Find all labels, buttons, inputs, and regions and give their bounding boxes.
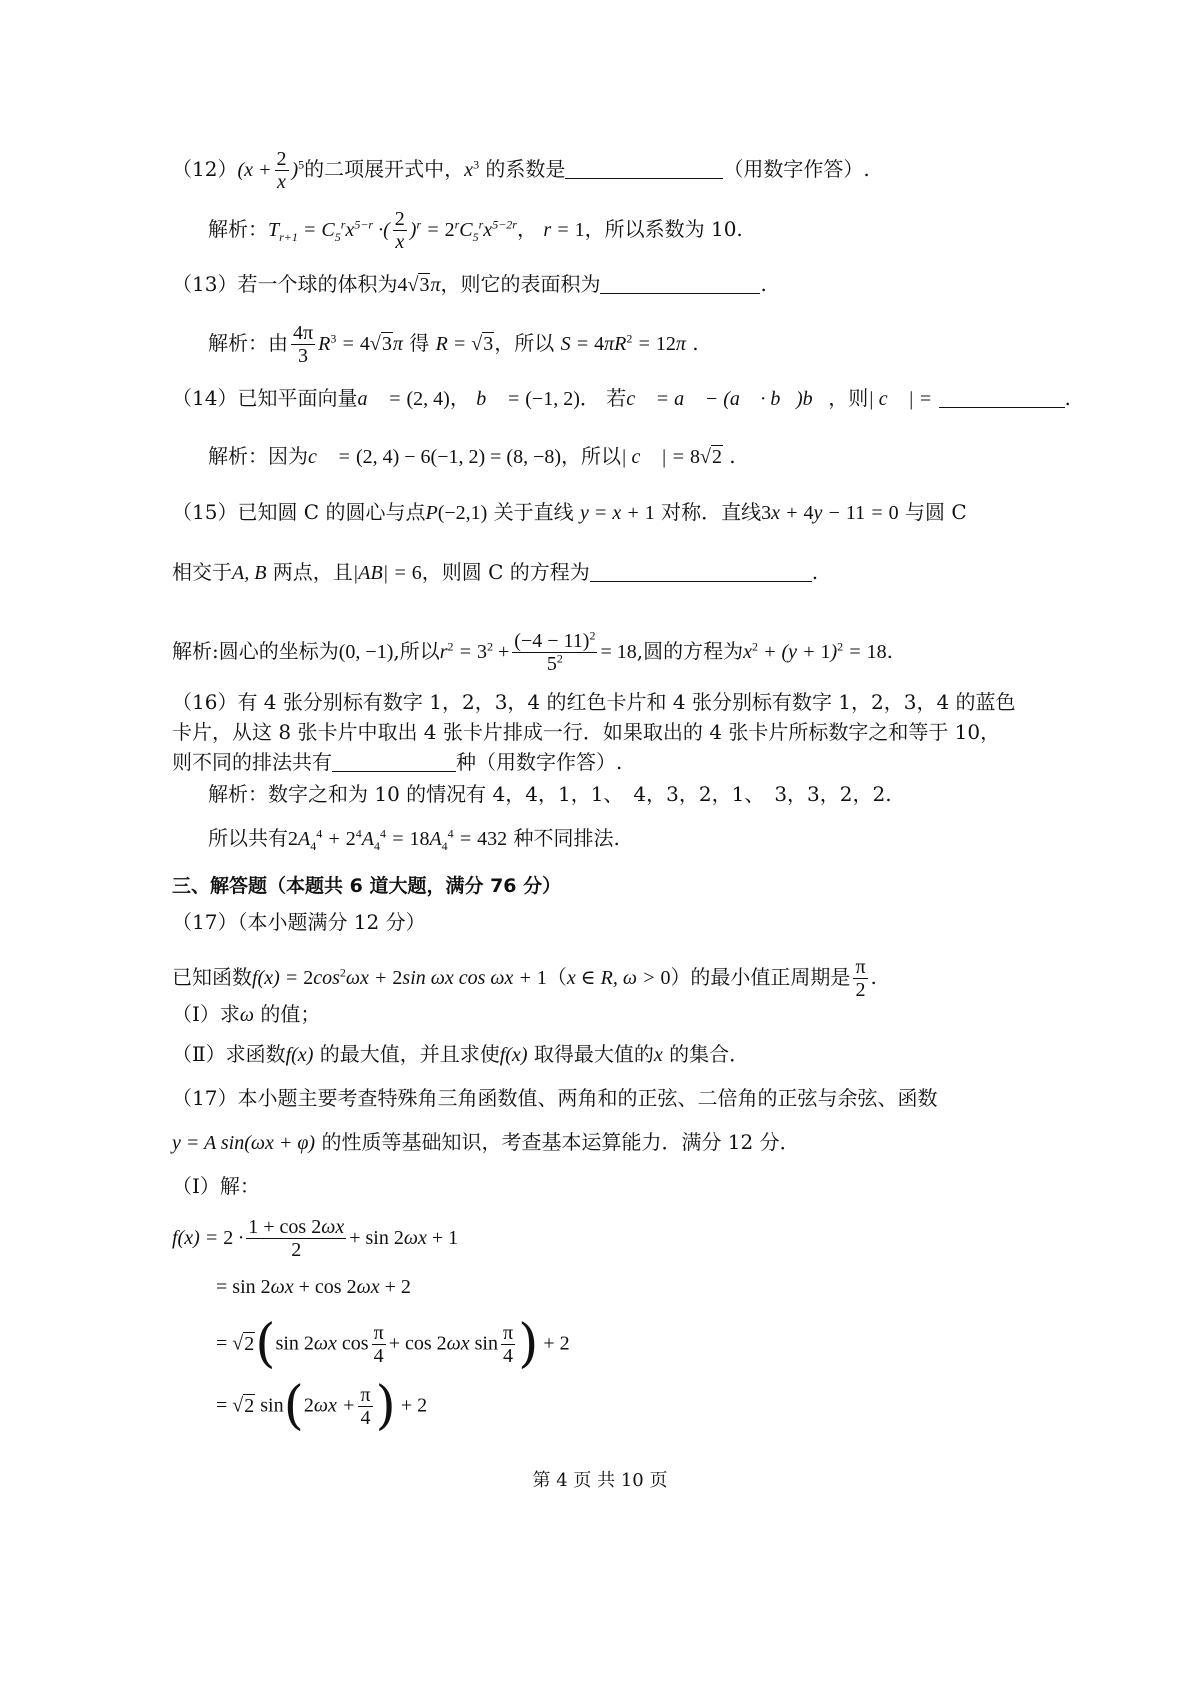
problem-17-header: （17）（本小题满分 12 分） [172,910,426,934]
derivation-line2: = sin 2ωx + cos 2ωx + 2 [216,1276,411,1298]
problem-17-q1: （Ⅰ）求ω 的值； [172,1002,321,1026]
derivation-line4: = √2 sin(2ωx + $\frac{\pi}{4}$ ) + 2 [216,1376,428,1436]
problem-12: （12）(x + $\frac{2}{x}$ )$^5$的二项展开式中，$x^3$ 的系数是 （用数字作答）. [172,148,870,193]
answer-blank [600,275,760,294]
fraction: $\frac{\pi}{2}$ [855,956,866,1001]
problem-16-line2: 卡片，从这 8 张卡片中取出 4 张卡片排成一行．如果取出的 4 张卡片所标数字之和等于 10， [172,720,1001,744]
solution-15: 解析:圆心的坐标为(0, −1),所以$r^2 = 3^2$ + $\frac{(-4 - 11)^2}{5^2}$ = 18,圆的方程为$x^2 + (y + 1)^2 = 18$. [172,628,894,675]
fraction: $\frac{(-4 - 11)^2}{5^2}$ [514,628,596,675]
problem-17-q2: （Ⅱ）求函数f(x) 的最大值，并且求使f(x) 取得最大值的x 的集合． [172,1042,750,1066]
derivation-line1: f(x) = 2 · $\frac{1 + \cos 2\omega x}{2}$ + sin 2ωx + 1 [172,1216,459,1261]
problem-16-line3: 则不同的排法共有 种（用数字作答）. [172,750,623,774]
fraction: $\frac{\pi}{4}$ [502,1321,514,1367]
problem-15-line2: 相交于A, B 两点，且|AB| = 6，则圆 C 的方程为 . [172,560,819,584]
problem-17-note-line1: （17）本小题主要考查特殊角三角函数值、两角和的正弦、二倍角的正弦与余弦、函数 [172,1086,938,1110]
fraction: $\frac{4\pi}{3}$ [293,322,314,367]
fraction: $\frac{2}{x}$ [394,208,405,253]
solution-16-line2: 所以共有$2A_4^4 + 2^4A_4^4 = 18A_4^4 = 432$ 种不同排法. [208,826,620,853]
problem-13: （13）若一个球的体积为4√3π，则它的表面积为 . [172,272,767,296]
solution-16-line1: 解析：数字之和为 10 的情况有 4，4，1，1、 4，3，2，1、 3，3，2，2. [208,782,892,806]
solution-13: 解析：由 $\frac{4\pi}{3}$ $R^3 = 4√3\pi$ 得 R = √3，所以 $S = 4\pi R^2 = 12\pi$ . [208,322,699,367]
fraction: $\frac{\pi}{4}$ [360,1383,371,1429]
problem-17-note-line2: y = A sin(ωx + φ) 的性质等基础知识，考查基本运算能力．满分 12 分． [172,1130,800,1154]
derivation-line3: = √2(sin 2ωx cos $\frac{\pi}{4}$ + cos 2ωx sin $\frac{\pi}{4}$ ) + 2 [216,1314,570,1374]
problem-17-solution-label: （Ⅰ）解： [172,1174,260,1198]
section-heading: 三、解答题（本题共 6 道大题，满分 76 分） [172,875,562,897]
problem-15: （15）已知圆 C 的圆心与点P(−2,1) 关于直线 y = x + 1 对称．直线3x + 4y − 11 = 0 与圆 C [172,500,967,524]
problem-17-statement: 已知函数$f(x) = 2\cos^2\omega x + 2\sin$ ωx cos ωx + 1（x ∈ R, ω > 0）的最小值正周期是 $\frac{\pi}{2}$ . [172,956,877,1001]
solution-12: 解析：$T_{r+1} = C_5^rx^{5-r}$ ·( $\frac{2}{x}$ )$^r = 2^rC_5^rx^{5-2r}$， r = 1，所以系数为 10. [208,208,743,253]
problem-14: （14）已知平面向量a⃗ = (2, 4)， b⃗ = (−1, 2)． 若c⃗ = a⃗ − (a⃗ · b⃗)b⃗，则| c⃗ | = . [172,386,1071,410]
answer-blank [332,753,456,772]
answer-blank [939,389,1065,408]
answer-blank [565,160,723,179]
solution-14: 解析：因为c⃗ = (2, 4) − 6(−1, 2) = (8, −8)，所以| c⃗ | = 8√2 . [208,444,736,468]
fraction: $\frac{\pi}{4}$ [373,1321,384,1367]
page-footer: 第 4 页 共 10 页 [532,1470,668,1491]
fraction: $\frac{2}{x}$ [276,148,287,193]
answer-blank [590,563,812,582]
fraction: $\frac{1 + \cos 2\omega x}{2}$ [248,1216,345,1261]
problem-16-line1: （16）有 4 张分别标有数字 1，2，3，4 的红色卡片和 4 张分别标有数字 1，2，3，4 的蓝色 [172,690,1016,714]
